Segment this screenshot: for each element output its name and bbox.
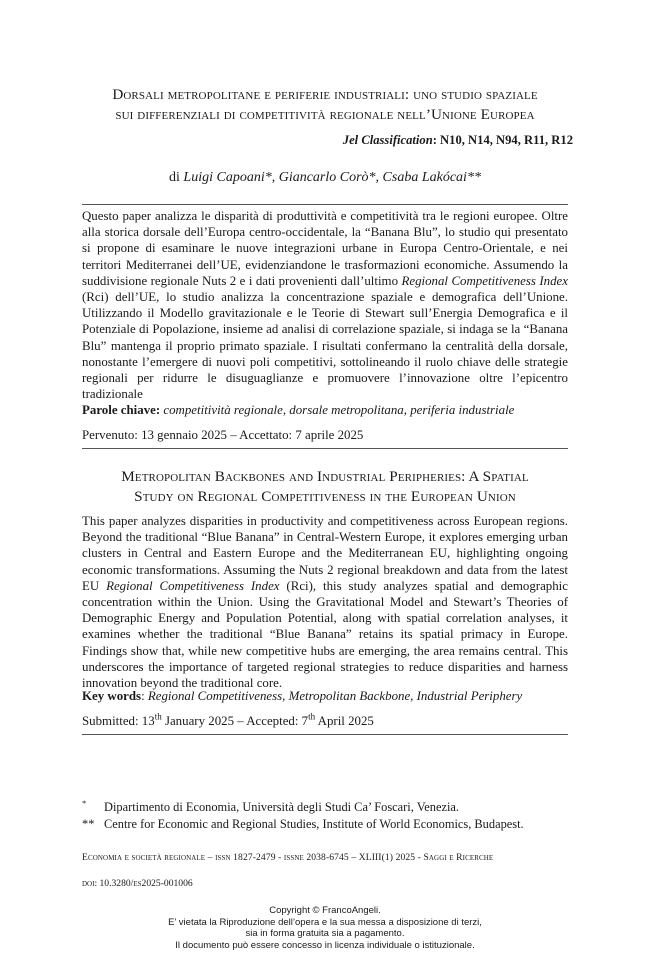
authors-line: [0, 170, 650, 186]
english-keywords-list: Regional Competitiveness, Metropolitan Backbone, Industrial Periphery: [147, 689, 523, 703]
english-abstract-index-name: Regional Competitiveness Index: [106, 578, 280, 593]
english-abstract-part-2: (Rci), this study analyzes spatial and demographic concentration within the Union. Using the Gravitational Model and Stewart’s Theories of Demographic Energy and Population Potential, along with spatial correlation analyses, it examines whether the traditional “Blue Banana” retains its spatial primacy in Europe. Findings show that, while new competitive hubs are emerging, the area remains central. This underscores the importance of targeted regional strategies to reduce disparities and harness innovation beyond the traditional core.: [82, 578, 568, 691]
copyright-line-3: sia in forma gratuita sia a pagamento.: [245, 928, 405, 940]
italian-keywords-label: Parole chiave:: [82, 403, 161, 417]
english-title-line-1: Metropolitan Backbones and Industrial Peripheries: A Spatial: [121, 468, 529, 485]
italian-abstract-part-2: (Rci) dell’UE, lo studio analizza la concentrazione spaziale e demografica dell’Unione. Utilizzando il Modello gravitazionale e le Teorie di Stewart sull’Energia Demografica e il Potenziale di Popolazione, insieme ad analisi di correlazione spaziale, si indaga se la “Banana Blu” mantenga il proprio primato spaziale. I risultati confermano la centralità della dorsale, nonostante l’emergere di nuovi poli competitivi, sottolineando il ruolo chiave delle strategie regionali per ridurre le disuguaglianze e promuovere l’innovazione oltre l’epicentro tradizionale: [82, 290, 568, 402]
english-abstract-part-1: This paper analyzes disparities in productivity and competitiveness across European regions. Beyond the traditional “Blue Banana” in Central-Western Europe, it explores emerging urban clusters in Central and Eastern Europe and the Mediterranean EU, highlighting ongoing economic transformations. Assuming the Nuts 2 regional breakdown and data from the latest EU: [82, 514, 568, 593]
authors-names: Luigi Capoani*, Giancarlo Corò*, Csaba Lakócai**: [183, 170, 481, 185]
english-title-line-2: Study on Regional Competitiveness in the European Union: [134, 487, 516, 505]
footnote: [82, 816, 568, 833]
accepted-ordinal: th: [308, 711, 316, 722]
footnote-text: Centre for Economic and Regional Studies, Institute of World Economics, Budapest.: [104, 817, 524, 831]
divider-bottom: [82, 734, 568, 735]
jel-label: Jel Classification: [342, 133, 433, 147]
italian-abstract: [82, 208, 568, 402]
italian-title: [60, 85, 590, 124]
italian-keywords: [82, 402, 568, 418]
italian-dates: Pervenuto: 13 gennaio 2025 – Accettato: 7 aprile 2025: [82, 428, 364, 442]
italian-title-line-2: sui differenziali di competitività regionale nell’Unione Europea: [115, 105, 535, 123]
copyright-line-2: E’ vietata la Riproduzione dell’opera e la sua messa a disposizione di terzi,: [168, 916, 482, 928]
divider-top: [82, 204, 568, 205]
footnote-text: Dipartimento di Economia, Università degli Studi Ca’ Foscari, Venezia.: [104, 800, 460, 814]
english-abstract: [82, 513, 568, 691]
copyright-line-4: Il documento può essere concesso in licenza individuale o istituzionale.: [175, 939, 475, 951]
footnote-mark: **: [82, 817, 95, 831]
divider-middle: [82, 448, 568, 449]
italian-title-line-1: Dorsali metropolitane e periferie industriali: uno studio spaziale: [112, 86, 538, 103]
english-title: [60, 467, 590, 506]
footnote: * Dipartimento di Economia, Università degli Studi Ca’ Foscari, Venezia.: [82, 797, 460, 814]
doi: doi: 10.3280/es2025-001006: [82, 878, 193, 889]
italian-abstract-part-1: Questo paper analizza le disparità di produttività e competitività tra le regioni europee. Oltre alla storica dorsale dell’Europa centro-occidentale, la “Banana Blu”, lo studio qui presentato si propone di esaminare le nuove integrazioni urbane in Europa Centro-Orientale, e nei territori Mediterranei dell’UE, evidenziandone le trasformazioni economiche. Assumendo la suddivisione regionale Nuts 2 e i dati provenienti dall’ultimo: [82, 209, 568, 288]
english-keywords: [82, 688, 568, 704]
journal-citation: Economia e società regionale – issn 1827-2479 - issne 2038-6745 – XLIII(1) 2025 - Saggi e Ricerche: [82, 852, 494, 863]
accepted-text: January 2025 – Accepted: 7: [161, 714, 309, 728]
accepted-month: April 2025: [315, 714, 374, 728]
footnotes: [82, 799, 568, 833]
submitted-ordinal: th: [154, 711, 162, 722]
authors-prefix: di: [169, 170, 184, 185]
jel-classification: [343, 133, 573, 148]
english-keywords-sep: :: [141, 689, 148, 703]
english-keywords-label: Key words: [82, 689, 142, 703]
jel-codes: : N10, N14, N94, R11, R12: [432, 133, 573, 147]
copyright-line-1: Copyright © FrancoAngeli.: [269, 905, 381, 916]
english-dates: [82, 713, 568, 729]
italian-abstract-index-name: Regional Competitiveness Index: [401, 273, 568, 288]
copyright-notice: [0, 905, 650, 951]
italian-keywords-list: competitività regionale, dorsale metropolitana, periferia industriale: [163, 403, 515, 417]
submitted-text: Submitted: 13: [82, 714, 155, 728]
